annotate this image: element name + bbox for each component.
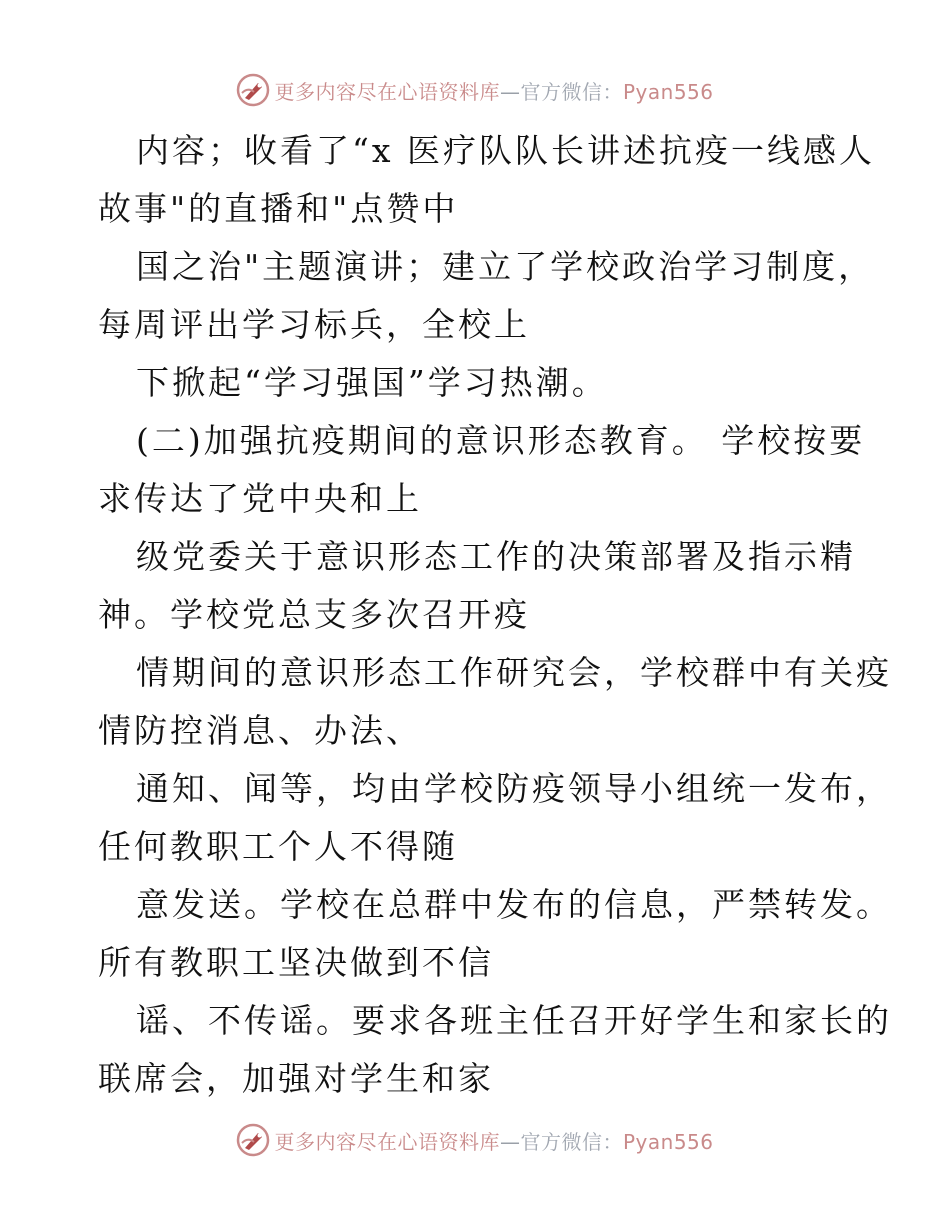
text-line: 下掀起“学习强国”学习热潮。	[136, 363, 608, 402]
banner-handle: Pyan556	[622, 1129, 714, 1154]
text-line: (二)加强抗疫期间的意识形态教育。 学校按要	[136, 421, 866, 460]
banner-wechat-label: 官方微信：	[520, 79, 623, 104]
text-line: 联席会，加强对学生和家	[98, 1059, 494, 1098]
pen-nib-logo-icon	[236, 1123, 270, 1157]
text-line: 神。学校党总支多次召开疫	[98, 595, 530, 634]
banner-main: 更多内容尽在心语资料库	[274, 1129, 500, 1154]
header-banner	[0, 68, 950, 112]
text-line: 谣、不传谣。要求各班主任召开好学生和家长的	[136, 1001, 892, 1040]
banner-text	[274, 76, 713, 105]
banner-main: 更多内容尽在心语资料库	[274, 79, 500, 104]
banner-dash: —	[499, 1129, 521, 1154]
text-line: 通知、闻等，均由学校防疫领导小组统一发布，	[136, 769, 892, 808]
banner-dash: —	[499, 79, 521, 104]
text-line: 意发送。学校在总群中发布的信息，严禁转发。	[136, 885, 892, 924]
document-body	[98, 122, 892, 1108]
text-line: 内容；收看了“x 医疗队队长讲述抗疫一线感人	[136, 131, 875, 170]
text-line: 情防控消息、办法、	[98, 711, 422, 750]
text-line: 国之治"主题演讲；建立了学校政治学习制度，	[136, 247, 875, 286]
text-line: 每周评出学习标兵，全校上	[98, 305, 530, 344]
text-line: 所有教职工坚决做到不信	[98, 943, 494, 982]
pen-nib-logo-icon	[236, 73, 270, 107]
text-line: 求传达了党中央和上	[98, 479, 422, 518]
banner-wechat-label: 官方微信：	[520, 1129, 623, 1154]
text-line: 故事"的直播和"点赞中	[98, 189, 459, 228]
text-line: 任何教职工个人不得随	[98, 827, 458, 866]
banner-text	[274, 1126, 713, 1155]
banner-handle: Pyan556	[622, 79, 714, 104]
footer-banner	[0, 1118, 950, 1162]
text-line: 级党委关于意识形态工作的决策部署及指示精	[136, 537, 856, 576]
text-line: 情期间的意识形态工作研究会，学校群中有关疫	[136, 653, 892, 692]
